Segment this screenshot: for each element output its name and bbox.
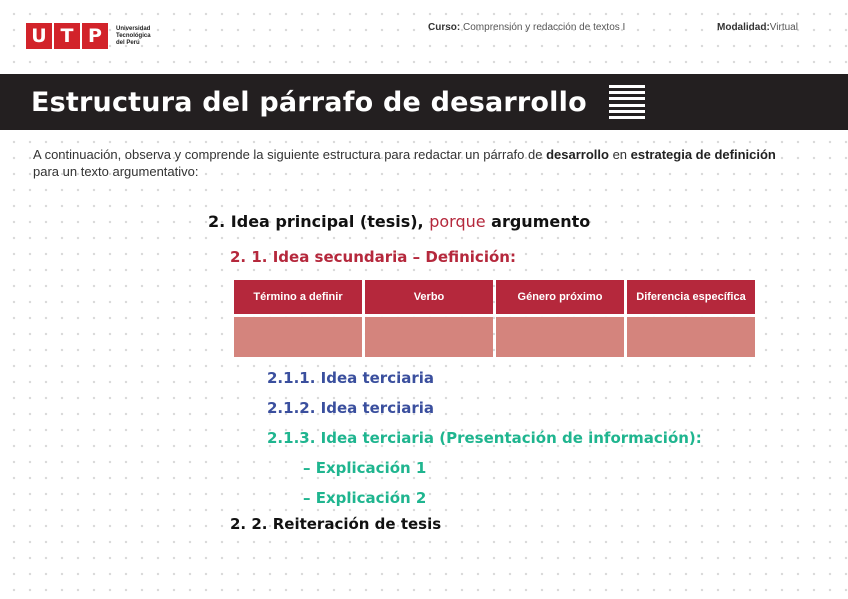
tertiary-idea-2: 2.1.2. Idea terciaria: [267, 399, 435, 417]
main-idea-prefix: 2. Idea principal (tesis),: [208, 212, 430, 231]
main-idea-suffix: argumento: [485, 212, 591, 231]
intro-paragraph: [33, 146, 793, 180]
utp-logo: [26, 23, 160, 49]
intro-text-3: para un texto argumentativo:: [33, 164, 199, 179]
course-info: [428, 22, 625, 33]
logo-letter-p: P: [82, 23, 108, 49]
main-idea-heading: [208, 212, 590, 231]
table-header: Término a definir: [234, 280, 362, 314]
intro-text-1: A continuación, observa y comprende la siguiente estructura para redactar un párrafo de: [33, 147, 547, 162]
tertiary-idea-3: 2.1.3. Idea terciaria (Presentación de información):: [267, 429, 702, 447]
course-label: Curso:: [428, 22, 461, 33]
table-header: Diferencia específica: [627, 280, 755, 314]
secondary-idea-heading: 2. 1. Idea secundaria – Definición:: [230, 248, 516, 266]
table-cell: [627, 317, 755, 357]
page-title: Estructura del párrafo de desarrollo: [31, 86, 587, 118]
table-header: Verbo: [365, 280, 493, 314]
table-cell: [234, 317, 362, 357]
definition-table: [231, 277, 758, 360]
title-banner: [0, 74, 848, 130]
logo-text: Universidad Tecnológica del Perú: [116, 25, 151, 46]
explanation-2: – Explicación 2: [303, 489, 427, 507]
tertiary-idea-1: 2.1.1. Idea terciaria: [267, 369, 435, 387]
intro-text-2: en: [608, 147, 631, 162]
table-row: [234, 317, 755, 357]
explanation-1: – Explicación 1: [303, 459, 427, 477]
logo-letter-t: T: [54, 23, 80, 49]
course-value: Comprensión y redacción de textos I: [463, 22, 626, 33]
table-header: Género próximo: [496, 280, 624, 314]
intro-bold-1: desarrollo: [546, 147, 609, 162]
logo-letter-u: U: [26, 23, 52, 49]
intro-bold-2: estrategia de definición: [630, 147, 776, 162]
mode-label: Modalidad:: [717, 22, 770, 33]
table-header-row: [234, 280, 755, 314]
main-idea-connector: porque: [429, 212, 486, 231]
mode-info: [717, 22, 798, 33]
menu-lines-icon: [609, 85, 645, 119]
mode-value: Virtual: [769, 22, 798, 33]
table-cell: [365, 317, 493, 357]
reiteration-heading: 2. 2. Reiteración de tesis: [230, 515, 442, 533]
table-cell: [496, 317, 624, 357]
